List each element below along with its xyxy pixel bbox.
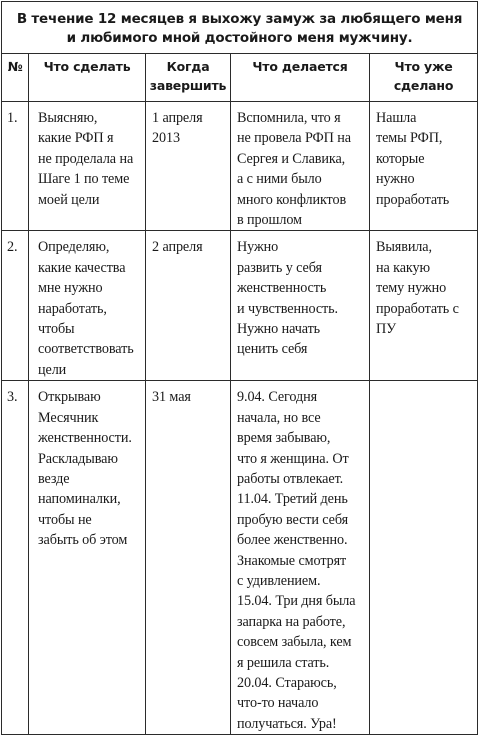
row-number: 1.	[2, 102, 29, 231]
when-cell: 1 апреля 2013	[146, 102, 231, 231]
what-cell: Выясняю, какие РФП я не проделала на Шаге 1 по теме моей цели	[29, 102, 146, 231]
table-row	[2, 231, 478, 381]
header-done: Что уже сделано	[370, 54, 478, 102]
header-num: №	[2, 54, 29, 102]
header-when: Когда завершить	[146, 54, 231, 102]
when-cell: 31 мая	[146, 381, 231, 735]
header-doing: Что делается	[231, 54, 370, 102]
done-cell: Нашла темы РФП, которые нужно проработать	[370, 102, 478, 231]
table-row	[2, 102, 478, 231]
doing-cell: Вспомнила, что я не провела РФП на Сергея и Славика, а с ними было много конфликтов в прошлом	[231, 102, 370, 231]
doing-cell: Нужно развить у себя женственность и чувственность. Нужно начать ценить себя	[231, 231, 370, 381]
table-title-row	[2, 2, 478, 54]
when-cell: 2 апреля	[146, 231, 231, 381]
header-what: Что сделать	[29, 54, 146, 102]
done-cell: Выявила, на какую тему нужно проработать с ПУ	[370, 231, 478, 381]
goal-plan-table	[1, 1, 478, 735]
table-row	[2, 381, 478, 735]
table-title-line: и любимого мной достойного меня мужчину.	[66, 29, 413, 46]
header-row	[2, 54, 478, 102]
row-number: 3.	[2, 381, 29, 735]
done-cell	[370, 381, 478, 735]
what-cell: Открываю Месячник женственности. Раскладываю везде напоминалки, чтобы не забыть об этом	[29, 381, 146, 735]
row-number: 2.	[2, 231, 29, 381]
what-cell: Определяю, какие качества мне нужно наработать, чтобы соответствовать цели	[29, 231, 146, 381]
doing-cell: 9.04. Сегодня начала, но все время забываю, что я женщина. От работы отвлекает. 11.04. Третий день пробую вести себя более женственно. Знакомые смотрят с удивлением. 15.04. Три дня была запарка на работе, совсем забыла, кем я решила стать. 20.04. Стараюсь, что-то начало получаться. Ура!	[231, 381, 370, 735]
table-title-line: В течение 12 месяцев я выхожу замуж за любящего меня	[16, 10, 463, 27]
table-title	[2, 2, 478, 54]
